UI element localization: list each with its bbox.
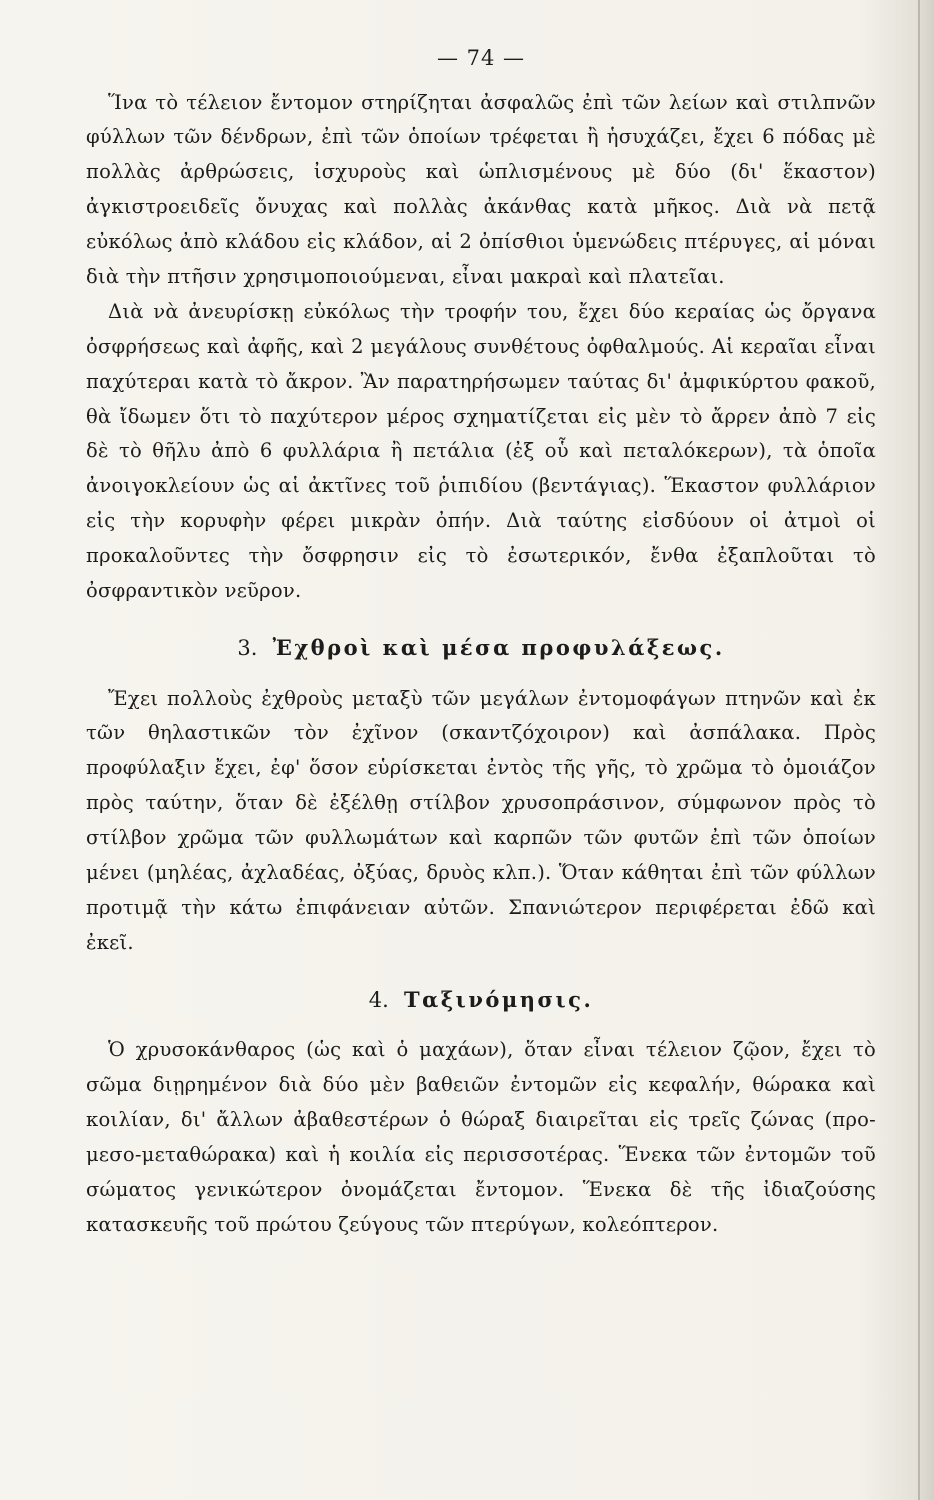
paragraph-enemies: Ἔχει πολλοὺς ἐχθροὺς μεταξὺ τῶν μεγάλων ἐντομοφάγων πτηνῶν καὶ ἐκ τῶν θηλαστικῶν τὸν ἐχῖνον (σκαντζόχοιρον) καὶ ἀσπάλακα. Πρὸς προφύλαξιν ἔχει, ἐφ' ὅσον εὑρίσκεται ἐντὸς τῆς γῆς, τὸ χρῶμα τὸ ὁμοιάζον πρὸς ταύτην, ὅταν δὲ ἐξέλθῃ στίλβον χρυσοπράσινον, σύμφωνον πρὸς τὸ στίλβον χρῶμα τῶν φυλλωμάτων καὶ καρπῶν τῶν φυτῶν ἐπὶ τῶν ὁποίων μένει (μηλέας, ἀχλαδέας, ὀξύας, δρυὸς κλπ.). Ὅταν κάθηται ἐπὶ τῶν φύλλων προτιμᾷ τὴν κάτω ἐπιφάνειαν αὐτῶν. Σπανιώτερον περιφέρεται ἐδῶ καὶ ἐκεῖ.: [86, 686, 876, 954]
paragraph-classification: Ὁ χρυσοκάνθαρος (ὡς καὶ ὁ μαχάων), ὅταν εἶναι τέλειον ζῷον, ἔχει τὸ σῶμα διῃρημένον διὰ δύο μὲν βαθειῶν ἐντομῶν εἰς κεφαλήν, θώρακα καὶ κοιλίαν, δι' ἄλλων ἀβαθεστέρων ὁ θώραξ διαιρεῖται εἰς τρεῖς ζώνας (προ-μεσο-μεταθώρακα) καὶ ἡ κοιλία εἰς περισσοτέρας. Ἕνεκα τῶν ἐντομῶν τοῦ σώματος γενικώτερον ὀνομάζεται ἔντομον. Ἕνεκα δὲ τῆς ἰδιαζούσης κατασκευῆς τοῦ πρώτου ζεύγους τῶν πτερύγων, κολεόπτερον.: [86, 1038, 876, 1236]
section-number: 3.: [237, 635, 258, 660]
page-content: [86, 40, 876, 1243]
page-edge: [918, 0, 920, 1500]
paragraph-legs-wings: Ἵνα τὸ τέλειον ἔντομον στηρίζηται ἀσφαλῶς ἐπὶ τῶν λείων καὶ στιλπνῶν φύλλων τῶν δένδρων, ἐπὶ τῶν ὁποίων τρέφεται ἢ ἡσυχάζει, ἔχει 6 πόδας μὲ πολλὰς ἀρθρώσεις, ἰσχυροὺς καὶ ὡπλισμένους μὲ δύο (δι' ἕκαστον) ἀγκιστροειδεῖς ὄνυχας καὶ πολλὰς ἀκάνθας κατὰ μῆκος. Διὰ νὰ πετᾷ εὐκόλως ἀπὸ κλάδου εἰς κλάδον, αἱ 2 ὀπίσθιοι ὑμενώδεις πτέρυγες, αἱ μόναι διὰ τὴν πτῆσιν χρησιμοποιούμεναι, εἶναι μακραὶ καὶ πλατεῖαι.: [86, 90, 876, 289]
page-number: — 74 —: [436, 46, 526, 70]
section-heading-classification: [86, 981, 876, 1020]
section-title: Ταξινόμησις.: [403, 986, 594, 1012]
section-number: 4.: [368, 987, 389, 1012]
section-title: Ἐχθροὶ καὶ μέσα προφυλάξεως.: [272, 634, 725, 660]
section-heading-enemies: [86, 629, 876, 668]
paragraph-antennae: Διὰ νὰ ἀνευρίσκῃ εὐκόλως τὴν τροφήν του, ἔχει δύο κεραίας ὡς ὄργανα ὀσφρήσεως καὶ ἀφῆς, καὶ 2 μεγάλους συνθέτους ὀφθαλμούς. Αἱ κεραῖαι εἶναι παχύτεραι κατὰ τὸ ἄκρον. Ἂν παρατηρήσωμεν ταύτας δι' ἀμφικύρτου φακοῦ, θὰ ἴδωμεν ὅτι τὸ παχύτερον μέρος σχηματίζεται εἰς μὲν τὸ ἄρρεν ἀπὸ 7 εἰς δὲ τὸ θῆλυ ἀπὸ 6 φυλλάρια ἢ πετάλια (ἐξ οὗ καὶ πεταλόκερων), τὰ ὁποῖα ἀνοιγοκλείουν ὡς αἱ ἀκτῖνες τοῦ ῥιπιδίου (βεντάγιας). Ἕκαστον φυλλάριον εἰς τὴν κορυφὴν φέρει μικρὰν ὀπήν. Διὰ ταύτης εἰσδύουν οἱ ἀτμοὶ οἱ προκαλοῦντες τὴν ὄσφρησιν εἰς τὸ ἐσωτερικόν, ἔνθα ἐξαπλοῦται τὸ ὀσφραντικὸν νεῦρον.: [86, 299, 876, 603]
